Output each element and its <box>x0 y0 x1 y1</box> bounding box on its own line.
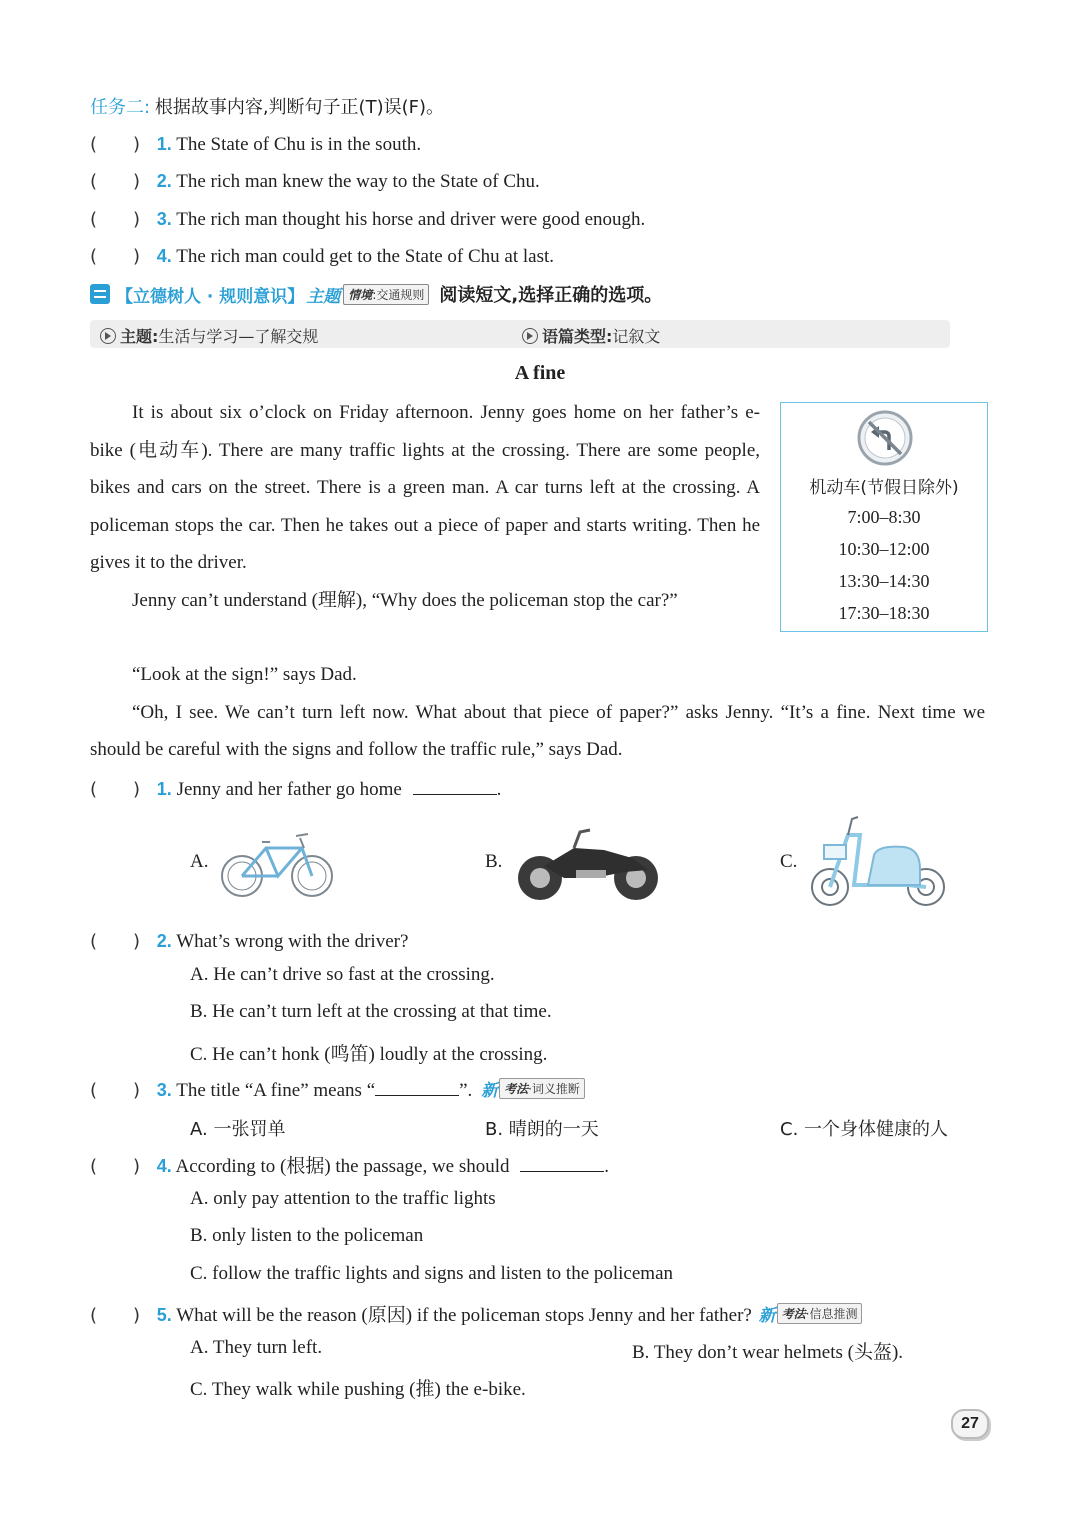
answer-paren[interactable]: ( ) <box>90 1305 141 1326</box>
item-text: The rich man could get to the State of Chu at last. <box>176 246 555 267</box>
question-4 <box>90 1151 609 1178</box>
passage-continued <box>90 656 985 769</box>
passage-paragraph-1: It is about six o’clock on Friday afternoon. Jenny goes home on her father’s e-bike (电动车). There are many traffic lights at the crossing. There are some people, bikes and cars on the street. There is a green man. A car turns left at the crossing. A policeman stops the car. Then he takes out a piece of paper and starts writing. Then he gives it to the driver. <box>90 402 760 573</box>
passage-paragraph-2: Jenny can’t understand (理解), “Why does the policeman stop the car?” <box>132 589 678 611</box>
task2-heading <box>90 93 444 119</box>
new-badge: 新 <box>758 1306 776 1326</box>
question-number: 1. <box>156 779 172 799</box>
theme-word: 主题 <box>306 286 341 307</box>
question-text: The title “A fine” means “ <box>176 1080 376 1101</box>
task2-item <box>90 205 645 231</box>
option-b[interactable]: B. 晴朗的一天 <box>485 1119 599 1140</box>
meta-genre-label: 语篇类型: <box>542 327 613 346</box>
task2-label: 任务二: <box>90 97 151 118</box>
option-c-label: C. <box>780 851 798 872</box>
meta-bar <box>90 320 950 348</box>
question-3 <box>90 1076 585 1102</box>
passage-paragraph-4: “Oh, I see. We can’t turn left now. What about that piece of paper?” asks Jenny. “It’s a fine. Next time we should be careful with the signs and follow the traffic rule,” says Dad. <box>90 701 985 760</box>
bicycle-icon[interactable] <box>220 824 334 900</box>
section-tag: 【立德树人 · 规则意识】 <box>116 286 305 307</box>
passage-column <box>90 394 760 619</box>
answer-paren[interactable]: ( ) <box>90 171 141 192</box>
question-number: 2. <box>156 931 172 951</box>
option-b-label: B. <box>485 851 503 872</box>
context-bold: 情境 <box>348 287 373 302</box>
play-icon <box>522 328 538 344</box>
item-number: 1. <box>156 134 172 154</box>
answer-blank[interactable] <box>413 778 497 795</box>
question-text: What will be the reason (原因) if the policeman stops Jenny and her father? <box>176 1305 752 1326</box>
section-heading <box>90 281 662 307</box>
option-c[interactable]: C. They walk while pushing (推) the e-bike. <box>190 1379 526 1400</box>
method-tag <box>759 1301 863 1326</box>
play-icon <box>100 328 116 344</box>
section-instruction: 阅读短文,选择正确的选项。 <box>439 285 663 306</box>
item-number: 2. <box>156 171 172 191</box>
answer-blank[interactable] <box>520 1155 604 1172</box>
meta-genre-value: 记叙文 <box>612 327 661 346</box>
motorcycle-icon[interactable] <box>514 822 666 904</box>
page-number: 27 <box>951 1409 989 1439</box>
question-text: According to (根据) the passage, we should <box>175 1156 510 1177</box>
option-c[interactable]: C. follow the traffic lights and signs and listen to the policeman <box>190 1263 674 1284</box>
item-text: The rich man thought his horse and driver were good enough. <box>176 209 646 230</box>
question-1 <box>90 775 501 801</box>
method-box <box>499 1078 585 1099</box>
sign-caption: 机动车(节假日除外) <box>809 478 959 498</box>
answer-paren[interactable]: ( ) <box>90 246 141 267</box>
method-tag <box>481 1076 585 1101</box>
method-text: ·词义推断 <box>528 1082 580 1096</box>
no-left-turn-icon <box>857 410 913 466</box>
option-c[interactable]: C. 一个身体健康的人 <box>780 1119 949 1140</box>
question-number: 4. <box>156 1156 172 1176</box>
question-2 <box>90 927 408 953</box>
method-bold: 考法 <box>781 1307 806 1321</box>
answer-paren[interactable]: ( ) <box>90 931 141 952</box>
item-text: The rich man knew the way to the State of Chu. <box>176 171 540 192</box>
method-box <box>777 1303 863 1324</box>
question-5 <box>90 1300 862 1327</box>
task2-item <box>90 167 540 193</box>
option-a[interactable]: A. 一张罚单 <box>190 1119 286 1140</box>
answer-blank[interactable] <box>375 1079 459 1096</box>
option-a[interactable]: A. only pay attention to the traffic lights <box>190 1188 496 1209</box>
method-text: ·信息推测 <box>805 1307 858 1321</box>
question-number: 5. <box>156 1305 172 1325</box>
meta-theme-label: 主题: <box>120 327 159 346</box>
question-punct: . <box>496 779 502 800</box>
answer-paren[interactable]: ( ) <box>90 134 141 155</box>
question-punct: ”. <box>459 1080 473 1101</box>
sign-time: 17:30–18:30 <box>838 603 930 623</box>
option-a-label: A. <box>190 851 209 872</box>
meta-theme <box>100 324 318 347</box>
item-number: 4. <box>156 246 172 266</box>
task2-item <box>90 242 554 268</box>
sign-time: 10:30–12:00 <box>838 539 930 559</box>
passage-title: A fine <box>514 362 566 384</box>
option-b[interactable]: B. They don’t wear helmets (头盔). <box>632 1342 904 1363</box>
option-c[interactable]: C. He can’t honk (鸣笛) loudly at the crossing. <box>190 1044 548 1065</box>
sign-time: 7:00–8:30 <box>847 507 921 527</box>
section-list-icon <box>90 284 110 304</box>
question-punct: . <box>604 1156 610 1177</box>
option-a[interactable]: A. He can’t drive so fast at the crossing. <box>190 964 495 985</box>
answer-paren[interactable]: ( ) <box>90 779 141 800</box>
task2-item <box>90 130 421 156</box>
sign-time: 13:30–14:30 <box>838 571 930 591</box>
option-a[interactable]: A. They turn left. <box>190 1337 323 1358</box>
question-number: 3. <box>156 1080 172 1100</box>
context-tag <box>343 284 429 305</box>
e-bike-icon[interactable] <box>808 815 948 909</box>
question-text: What’s wrong with the driver? <box>176 931 409 952</box>
question-text: Jenny and her father go home <box>176 779 402 800</box>
task2-instruction: 根据故事内容,判断句子正(T)误(F)。 <box>154 97 444 118</box>
context-text: :交通规则 <box>372 287 425 302</box>
meta-theme-value: 生活与学习—了解交规 <box>158 327 319 346</box>
answer-paren[interactable]: ( ) <box>90 1156 141 1177</box>
item-number: 3. <box>156 209 172 229</box>
item-text: The State of Chu is in the south. <box>176 134 422 155</box>
option-b[interactable]: B. only listen to the policeman <box>190 1225 424 1246</box>
traffic-sign-box <box>780 402 988 632</box>
meta-genre <box>522 324 660 347</box>
passage-paragraph-3: “Look at the sign!” says Dad. <box>132 664 357 685</box>
answer-paren[interactable]: ( ) <box>90 1080 141 1101</box>
new-badge: 新 <box>481 1081 499 1101</box>
answer-paren[interactable]: ( ) <box>90 209 141 230</box>
method-bold: 考法 <box>504 1082 529 1096</box>
option-b[interactable]: B. He can’t turn left at the crossing at that time. <box>190 1001 552 1022</box>
